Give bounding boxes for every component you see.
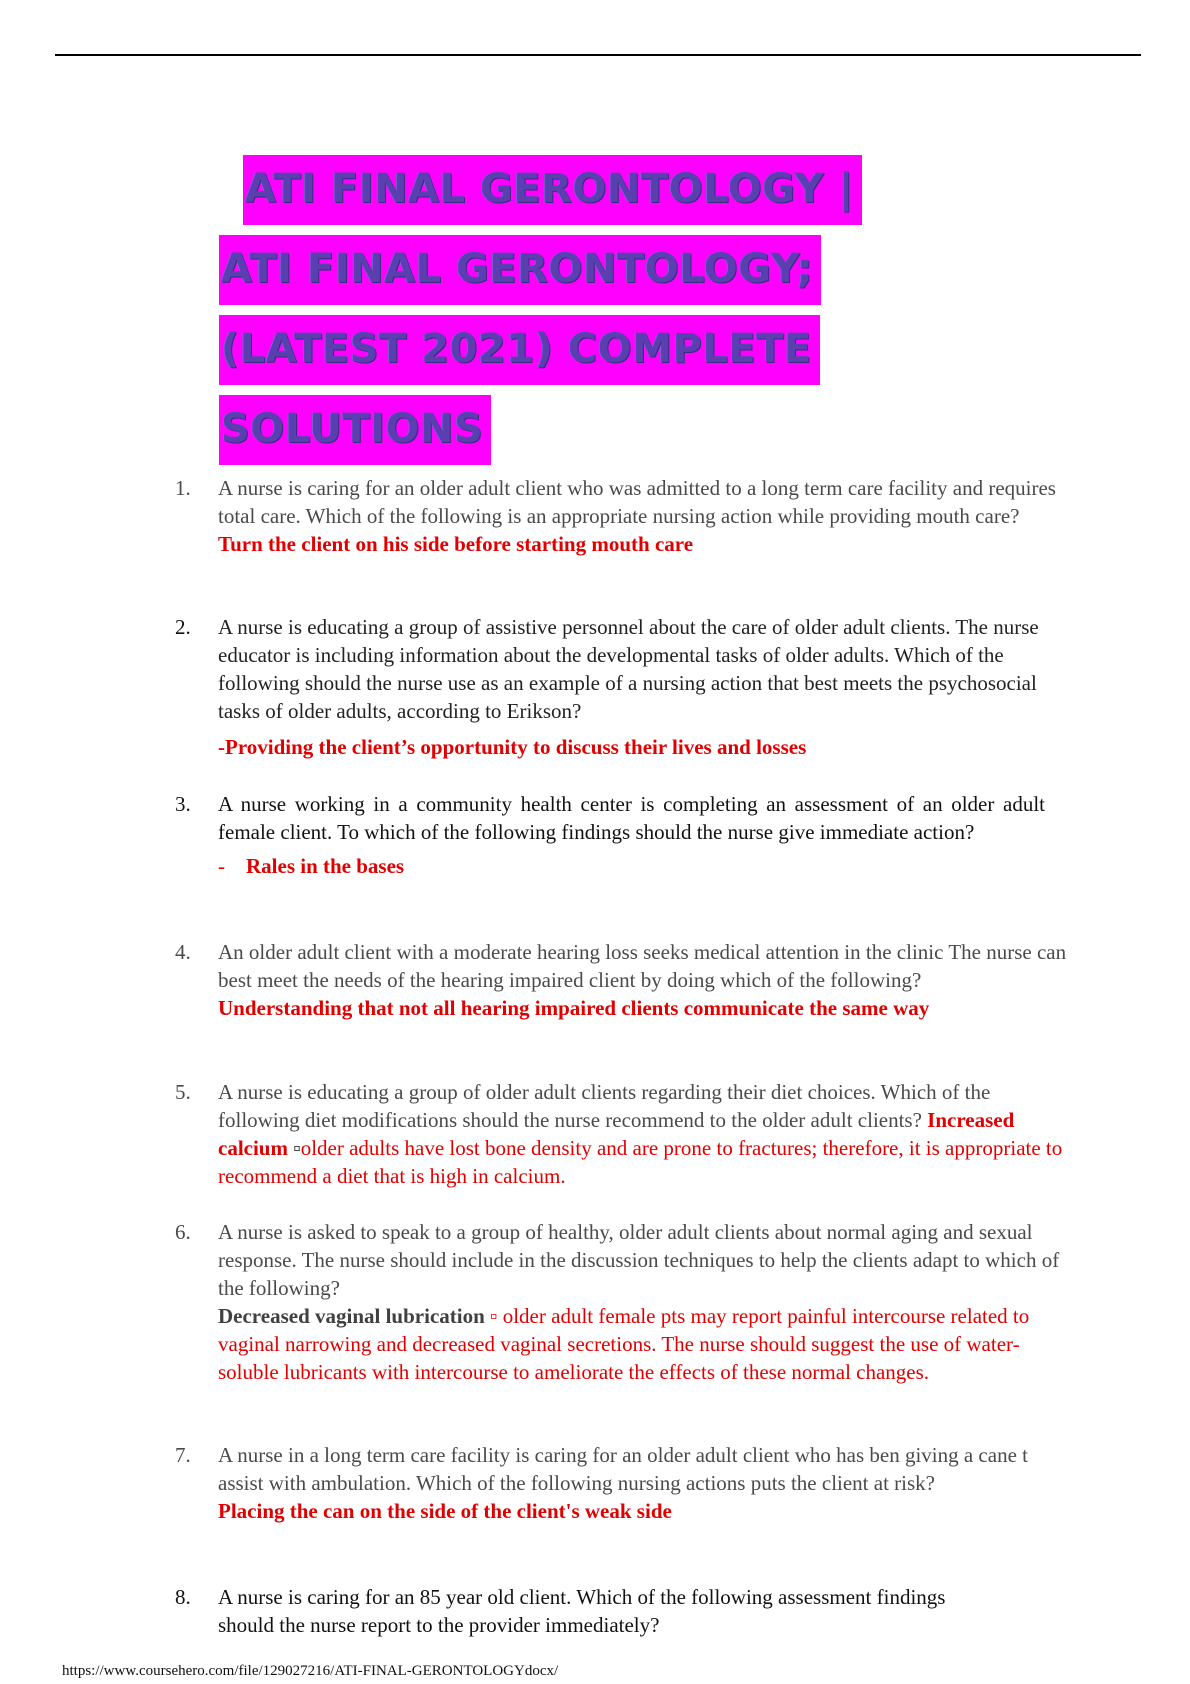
- title-line-3: (LATEST 2021) COMPLETE: [219, 315, 820, 385]
- title-line-2: ATI FINAL GERONTOLOGY;: [219, 235, 821, 305]
- question-text: A nurse is educating a group of older adult clients regarding their diet choices. Which of the following diet modifications should the nurse recommend to the older adult clients?: [218, 1080, 991, 1132]
- answer-line: [218, 852, 1045, 880]
- question-4: [175, 938, 1075, 1022]
- question-1: [175, 474, 1075, 558]
- question-text: A nurse is asked to speak to a group of healthy, older adult clients about normal aging and sexual response. The nurse should include in the discussion techniques to help the clients adapt to which of the following?: [218, 1220, 1060, 1300]
- answer-text: Increased calcium: [218, 1108, 1015, 1160]
- answer-text: -Providing the client’s opportunity to discuss their lives and losses: [218, 735, 807, 759]
- question-number: 8.: [175, 1585, 191, 1609]
- question-7: [175, 1441, 1075, 1525]
- question-8: [175, 1583, 995, 1639]
- question-text: A nurse in a long term care facility is caring for an older adult client who has ben giving a cane t assist with ambulation. Which of the following nursing actions puts the client at risk?: [218, 1443, 1028, 1495]
- top-horizontal-rule: [55, 54, 1141, 56]
- question-text: A nurse is caring for an 85 year old client. Which of the following assessment findings should the nurse report to the provider immediately?: [218, 1585, 946, 1637]
- question-number: 5.: [175, 1080, 191, 1104]
- answer-text: Understanding that not all hearing impaired clients communicate the same way: [218, 996, 930, 1020]
- question-text: A nurse working in a community health center is completing an assessment of an older adult female client. To which of the following findings should the nurse give immediate action?: [218, 792, 1045, 844]
- answer-dash: -: [218, 854, 225, 878]
- question-6: [175, 1218, 1075, 1386]
- question-number: 1.: [175, 476, 191, 500]
- answer-text: Decreased vaginal lubrication: [218, 1304, 485, 1328]
- answer-text: Placing the can on the side of the client's weak side: [218, 1499, 672, 1523]
- question-number: 7.: [175, 1443, 191, 1467]
- question-number: 3.: [175, 792, 191, 816]
- question-5: [175, 1078, 1075, 1190]
- answer-text: Turn the client on his side before starting mouth care: [218, 532, 694, 556]
- source-url: https://www.coursehero.com/file/129027216/ATI-FINAL-GERONTOLOGYdocx/: [62, 1663, 559, 1679]
- question-2: [175, 613, 1075, 761]
- rationale-text: older adult female pts may report painful intercourse related to vaginal narrowing and decreased vaginal secretions. The nurse should suggest the use of water-soluble lubricants with intercourse to ameliorate the effects of these normal changes.: [218, 1304, 1030, 1384]
- box-glyph-icon: ▫: [293, 1136, 301, 1160]
- title-line-1: ATI FINAL GERONTOLOGY |: [243, 155, 862, 225]
- question-text: An older adult client with a moderate hearing loss seeks medical attention in the clinic The nurse can best meet the needs of the hearing impaired client by doing which of the following?: [218, 940, 1067, 992]
- answer-text: Rales in the bases: [246, 854, 405, 878]
- question-number: 6.: [175, 1220, 191, 1244]
- rationale-text: older adults have lost bone density and are prone to fractures; therefore, it is appropriate to recommend a diet that is high in calcium.: [218, 1136, 1063, 1188]
- question-text: A nurse is educating a group of assistive personnel about the care of older adult clients. The nurse educator is including information about the developmental tasks of older adults. Which of the following should the nurse use as an example of a nursing action that best meets the psychosocial tasks of older adults, according to Erikson?: [218, 615, 1039, 723]
- question-number: 4.: [175, 940, 191, 964]
- question-3: [175, 790, 1045, 880]
- title-line-4: SOLUTIONS: [219, 395, 491, 465]
- box-glyph-icon: ▫: [490, 1304, 498, 1328]
- question-number: 2.: [175, 615, 191, 639]
- question-text: A nurse is caring for an older adult client who was admitted to a long term care facility and requires total care. Which of the following is an appropriate nursing action while providing mouth care?: [218, 476, 1056, 528]
